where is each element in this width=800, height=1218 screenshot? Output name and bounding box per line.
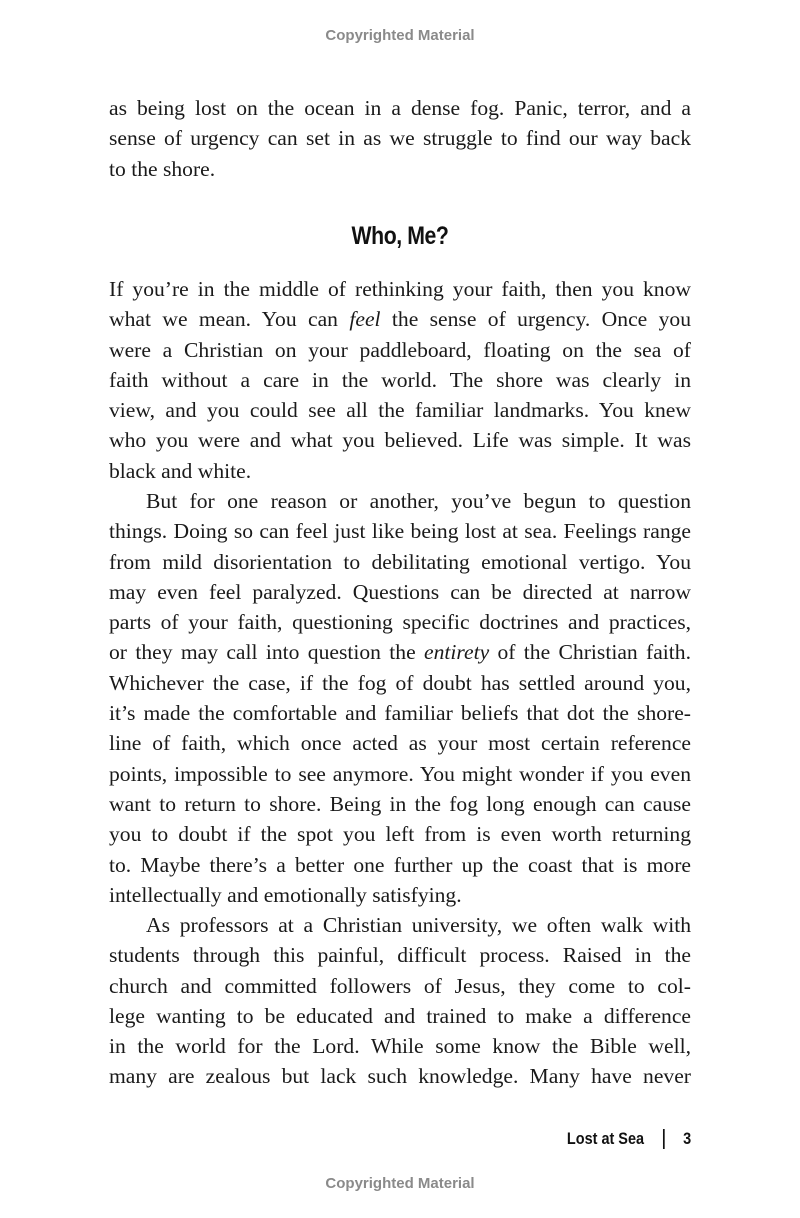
text-line: Whichever the case, if the fog of doubt has settled around you, <box>109 670 691 695</box>
text-segment: the sense of urgency. Once you <box>380 307 691 332</box>
text-line: lege wanting to be educated and trained to make a difference <box>109 1003 691 1028</box>
page-footer <box>567 1129 691 1149</box>
text-line: may even feel paralyzed. Questions can be directed at narrow <box>109 579 691 604</box>
text-line: view, and you could see all the familiar landmarks. You knew <box>109 398 691 423</box>
text-line <box>109 304 691 334</box>
copyright-watermark-bottom: Copyrighted Material <box>325 1175 475 1192</box>
text-segment: of the Christian faith. <box>489 640 692 665</box>
page-number: 3 <box>682 1129 691 1148</box>
text-line: in the world for the Lord. While some know the Bible well, <box>109 1034 691 1059</box>
text-segment: or they may call into question the <box>109 640 424 665</box>
text-line: intellectually and emotionally satisfying. <box>109 882 462 907</box>
text-line: students through this painful, difficult process. Raised in the <box>109 943 691 968</box>
paragraph-2 <box>109 486 691 910</box>
footer-divider <box>663 1129 665 1149</box>
text-line: line of faith, which once acted as your most certain reference <box>109 731 691 756</box>
text-line: to. Maybe there’s a better one further up the coast that is more <box>109 852 691 877</box>
text-line: want to return to shore. Being in the fog long enough can cause <box>109 791 691 816</box>
text-line: you to doubt if the spot you left from is even worth returning <box>109 822 691 847</box>
text-line: who you were and what you believed. Life was simple. It was <box>109 428 691 453</box>
section-heading: Who, Me? <box>351 222 449 250</box>
paragraph-1 <box>109 274 691 486</box>
text-line: As professors at a Christian university, we often walk with <box>146 913 691 937</box>
text-line: many are zealous but lack such knowledge. Many have never <box>109 1064 691 1089</box>
text-line: black and white. <box>109 458 252 483</box>
text-line: points, impossible to see anymore. You might wonder if you even <box>109 761 691 786</box>
copyright-watermark-top: Copyrighted Material <box>325 27 475 44</box>
text-line: parts of your faith, questioning specific doctrines and practices, <box>109 610 691 635</box>
text-line: church and committed followers of Jesus, they come to col- <box>109 973 691 998</box>
paragraph-3 <box>109 910 691 1092</box>
running-head: Lost at Sea <box>566 1129 644 1148</box>
text-segment: what we mean. You can <box>109 307 350 332</box>
intro-paragraph <box>109 93 691 184</box>
text-line: But for one reason or another, you’ve begun to question <box>146 489 691 513</box>
text-line: sense of urgency can set in as we struggle to find our way back <box>109 126 691 151</box>
text-line: as being lost on the ocean in a dense fog. Panic, terror, and a <box>109 96 691 120</box>
text-line: things. Doing so can feel just like being lost at sea. Feelings range <box>109 519 691 544</box>
text-line: If you’re in the middle of rethinking your faith, then you know <box>109 277 691 301</box>
text-line: it’s made the comfortable and familiar beliefs that dot the shore- <box>109 701 691 726</box>
text-line: to the shore. <box>109 156 216 181</box>
emphasis-feel: feel <box>349 307 381 332</box>
emphasis-entirety: entirety <box>424 640 490 665</box>
text-line <box>109 637 691 667</box>
text-line: from mild disorientation to debilitating emotional vertigo. You <box>109 549 691 574</box>
text-line: were a Christian on your paddleboard, floating on the sea of <box>109 337 691 362</box>
text-line: faith without a care in the world. The shore was clearly in <box>109 367 691 392</box>
